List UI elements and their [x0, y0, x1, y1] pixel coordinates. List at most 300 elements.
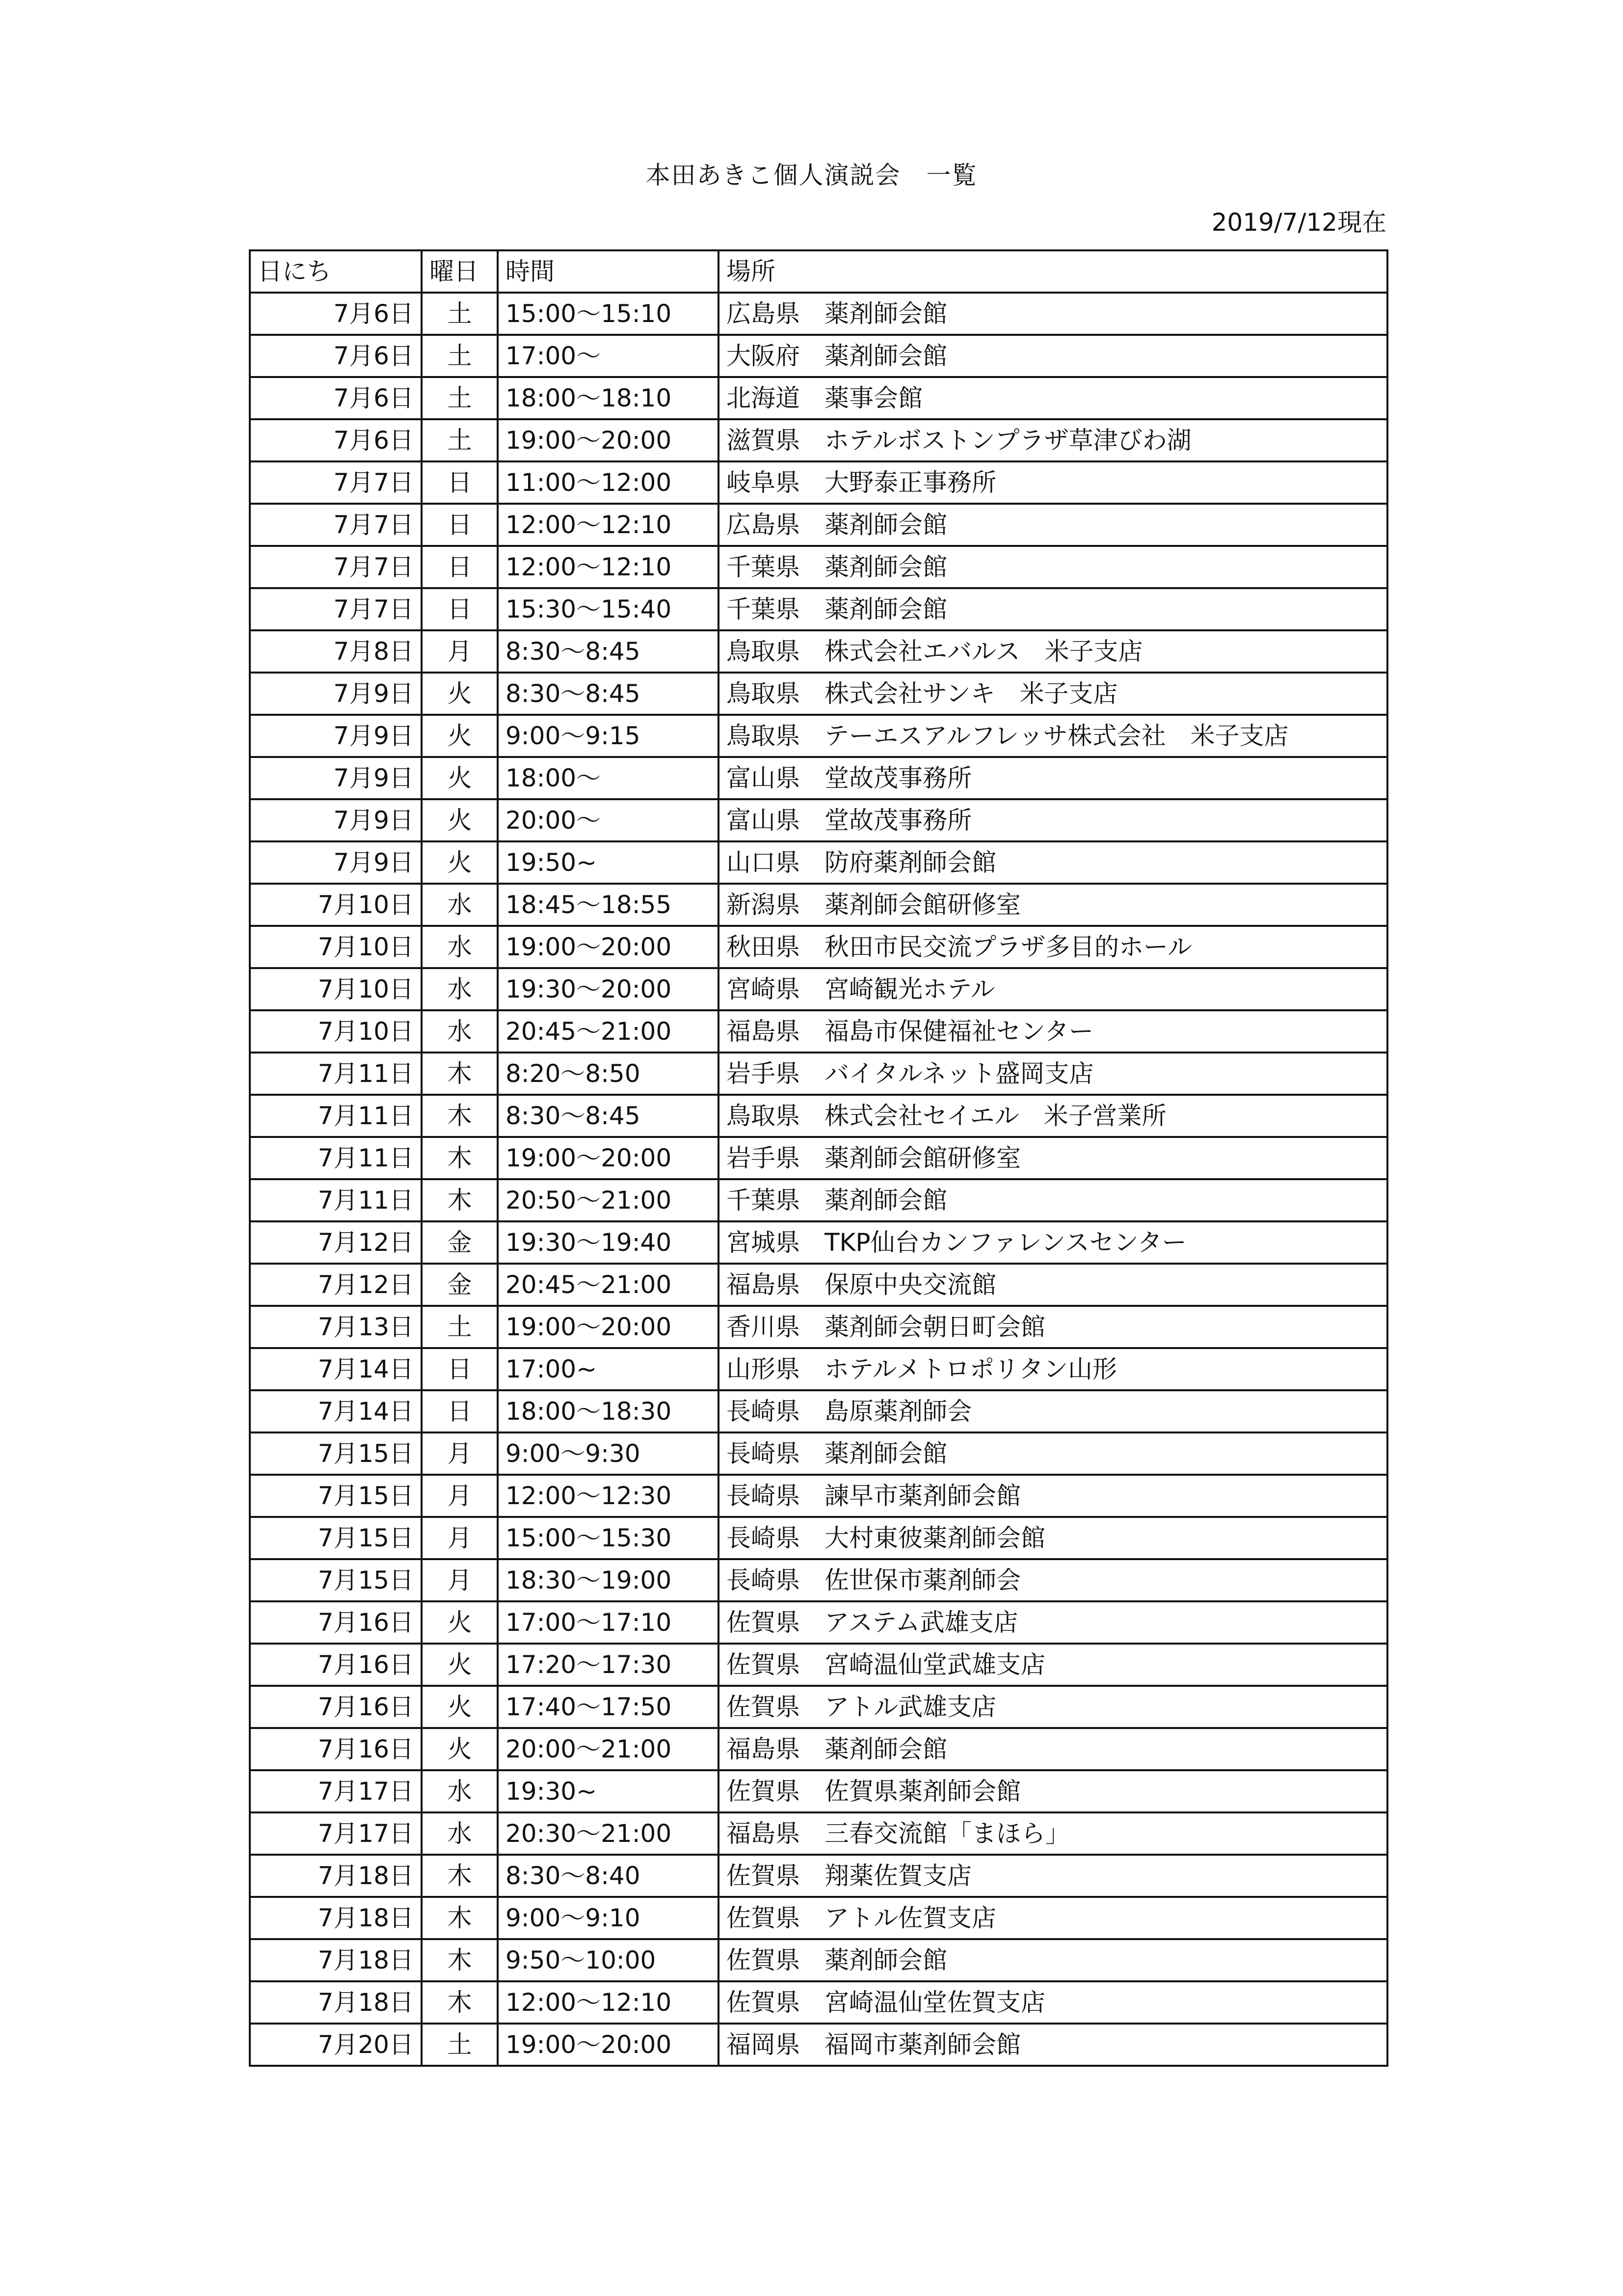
cell-time: 20:30～21:00: [498, 1812, 718, 1855]
cell-date: 7月7日: [250, 588, 422, 630]
cell-time: 8:30～8:45: [498, 673, 718, 715]
cell-dow: 水: [422, 1812, 498, 1855]
cell-date: 7月6日: [250, 377, 422, 419]
prefecture: 大阪府: [726, 342, 800, 370]
cell-dow: 日: [422, 461, 498, 504]
table-row: [250, 630, 1387, 673]
table-row: [250, 377, 1387, 419]
table-row: [250, 335, 1387, 377]
cell-place: [718, 1264, 1387, 1306]
cell-place: [718, 419, 1387, 461]
cell-time: 18:00～18:30: [498, 1390, 718, 1432]
table-row: [250, 1939, 1387, 1981]
header-date: 日にち: [250, 250, 422, 293]
venue: 薬剤師会館: [825, 342, 947, 370]
cell-date: 7月7日: [250, 504, 422, 546]
cell-date: 7月18日: [250, 1897, 422, 1939]
cell-date: 7月20日: [250, 2024, 422, 2066]
prefecture: 佐賀県: [726, 1862, 800, 1890]
cell-dow: 木: [422, 1897, 498, 1939]
cell-place: [718, 1221, 1387, 1264]
cell-date: 7月10日: [250, 884, 422, 926]
venue: 福岡市薬剤師会館: [825, 2030, 1021, 2059]
table-row: [250, 926, 1387, 968]
venue: 宮崎温仙堂佐賀支店: [825, 1988, 1045, 2017]
header-time: 時間: [498, 250, 718, 293]
cell-place: [718, 968, 1387, 1010]
prefecture: 岩手県: [726, 1059, 800, 1088]
cell-time: 19:30~: [498, 1770, 718, 1812]
venue: 薬剤師会館: [825, 1735, 947, 1763]
table-row: [250, 1053, 1387, 1095]
cell-dow: 日: [422, 546, 498, 588]
cell-dow: 火: [422, 841, 498, 884]
cell-time: 19:00～20:00: [498, 1306, 718, 1348]
prefecture: 山形県: [726, 1355, 800, 1383]
cell-dow: 火: [422, 673, 498, 715]
table-row: [250, 1264, 1387, 1306]
table-row: [250, 968, 1387, 1010]
prefecture: 岐阜県: [726, 468, 800, 497]
table-row: [250, 419, 1387, 461]
cell-date: 7月18日: [250, 1855, 422, 1897]
prefecture: 広島県: [726, 511, 800, 539]
venue: 島原薬剤師会: [825, 1397, 972, 1426]
cell-time: 20:50～21:00: [498, 1179, 718, 1221]
cell-dow: 月: [422, 630, 498, 673]
prefecture: 宮崎県: [726, 975, 800, 1003]
cell-place: [718, 1432, 1387, 1475]
cell-dow: 火: [422, 799, 498, 841]
prefecture: 新潟県: [726, 891, 800, 919]
venue: 大野泰正事務所: [825, 468, 996, 497]
venue: 株式会社エバルス 米子支店: [825, 637, 1143, 666]
table-row: [250, 1390, 1387, 1432]
cell-date: 7月17日: [250, 1770, 422, 1812]
cell-date: 7月13日: [250, 1306, 422, 1348]
venue: 薬剤師会館研修室: [825, 891, 1021, 919]
cell-dow: 土: [422, 293, 498, 335]
cell-time: 20:00～21:00: [498, 1728, 718, 1770]
venue: 秋田市民交流プラザ多目的ホール: [825, 933, 1192, 961]
cell-date: 7月15日: [250, 1559, 422, 1601]
cell-date: 7月10日: [250, 926, 422, 968]
cell-time: 17:00～17:10: [498, 1601, 718, 1644]
cell-date: 7月11日: [250, 1095, 422, 1137]
prefecture: 長崎県: [726, 1482, 800, 1510]
table-row: [250, 546, 1387, 588]
cell-dow: 木: [422, 1855, 498, 1897]
cell-dow: 木: [422, 1053, 498, 1095]
cell-date: 7月11日: [250, 1179, 422, 1221]
cell-date: 7月9日: [250, 799, 422, 841]
cell-place: [718, 799, 1387, 841]
table-row: [250, 1812, 1387, 1855]
table-row: [250, 1981, 1387, 2024]
prefecture: 佐賀県: [726, 1608, 800, 1637]
cell-date: 7月16日: [250, 1728, 422, 1770]
cell-dow: 月: [422, 1517, 498, 1559]
cell-date: 7月15日: [250, 1517, 422, 1559]
cell-place: [718, 841, 1387, 884]
cell-date: 7月6日: [250, 335, 422, 377]
cell-time: 9:50～10:00: [498, 1939, 718, 1981]
cell-date: 7月14日: [250, 1348, 422, 1390]
cell-place: [718, 1348, 1387, 1390]
cell-dow: 日: [422, 1348, 498, 1390]
table-row: [250, 1517, 1387, 1559]
cell-dow: 水: [422, 1770, 498, 1812]
cell-dow: 土: [422, 1306, 498, 1348]
cell-place: [718, 1897, 1387, 1939]
venue: 佐賀県薬剤師会館: [825, 1777, 1021, 1806]
cell-place: [718, 1939, 1387, 1981]
cell-time: 19:00～20:00: [498, 1137, 718, 1179]
cell-place: [718, 757, 1387, 799]
prefecture: 佐賀県: [726, 1904, 800, 1932]
cell-dow: 金: [422, 1221, 498, 1264]
venue: 薬剤師会館: [825, 595, 947, 623]
prefecture: 鳥取県: [726, 1102, 800, 1130]
venue: 薬剤師会館: [825, 511, 947, 539]
prefecture: 千葉県: [726, 595, 800, 623]
cell-date: 7月17日: [250, 1812, 422, 1855]
cell-dow: 日: [422, 1390, 498, 1432]
cell-time: 17:20～17:30: [498, 1644, 718, 1686]
cell-dow: 火: [422, 1686, 498, 1728]
cell-place: [718, 1812, 1387, 1855]
cell-place: [718, 2024, 1387, 2066]
table-row: [250, 588, 1387, 630]
prefecture: 佐賀県: [726, 1693, 800, 1721]
cell-dow: 水: [422, 926, 498, 968]
prefecture: 長崎県: [726, 1524, 800, 1552]
cell-time: 17:00～: [498, 335, 718, 377]
cell-dow: 月: [422, 1559, 498, 1601]
cell-place: [718, 335, 1387, 377]
venue: アトル佐賀支店: [825, 1904, 996, 1932]
venue: 保原中央交流館: [825, 1270, 996, 1299]
cell-place: [718, 1137, 1387, 1179]
cell-date: 7月15日: [250, 1475, 422, 1517]
cell-place: [718, 504, 1387, 546]
cell-place: [718, 715, 1387, 757]
table-row: [250, 1306, 1387, 1348]
cell-date: 7月9日: [250, 841, 422, 884]
venue: 薬剤師会館: [825, 1186, 947, 1215]
cell-time: 8:30～8:45: [498, 1095, 718, 1137]
cell-time: 18:00～: [498, 757, 718, 799]
cell-dow: 日: [422, 588, 498, 630]
table-row: [250, 1348, 1387, 1390]
prefecture: 長崎県: [726, 1439, 800, 1468]
cell-place: [718, 461, 1387, 504]
cell-time: 12:00～12:10: [498, 504, 718, 546]
table-row: [250, 461, 1387, 504]
cell-date: 7月7日: [250, 546, 422, 588]
table-row: [250, 715, 1387, 757]
prefecture: 佐賀県: [726, 1650, 800, 1679]
cell-date: 7月16日: [250, 1644, 422, 1686]
cell-time: 12:00～12:10: [498, 1981, 718, 2024]
cell-date: 7月10日: [250, 968, 422, 1010]
cell-date: 7月16日: [250, 1686, 422, 1728]
prefecture: 宮城県: [726, 1228, 800, 1257]
cell-place: [718, 926, 1387, 968]
cell-place: [718, 1390, 1387, 1432]
cell-time: 17:40～17:50: [498, 1686, 718, 1728]
header-dow: 曜日: [422, 250, 498, 293]
prefecture: 千葉県: [726, 553, 800, 581]
table-row: [250, 1686, 1387, 1728]
cell-time: 19:30～20:00: [498, 968, 718, 1010]
table-row: [250, 1644, 1387, 1686]
cell-time: 9:00～9:10: [498, 1897, 718, 1939]
prefecture: 佐賀県: [726, 1946, 800, 1974]
as-of-date: 2019/7/12現在: [1211, 208, 1386, 237]
venue: 宮崎観光ホテル: [825, 975, 995, 1003]
venue: 薬剤師会館: [825, 299, 947, 328]
cell-date: 7月11日: [250, 1137, 422, 1179]
cell-dow: 木: [422, 1137, 498, 1179]
cell-time: 20:45～21:00: [498, 1010, 718, 1053]
header-place: 場所: [718, 250, 1387, 293]
prefecture: 鳥取県: [726, 637, 800, 666]
cell-time: 20:00～: [498, 799, 718, 841]
cell-place: [718, 1601, 1387, 1644]
venue: TKP仙台カンファレンスセンター: [825, 1228, 1187, 1257]
prefecture: 鳥取県: [726, 679, 800, 708]
table-row: [250, 293, 1387, 335]
cell-time: 20:45～21:00: [498, 1264, 718, 1306]
cell-place: [718, 1644, 1387, 1686]
venue: 諫早市薬剤師会館: [825, 1482, 1021, 1510]
prefecture: 山口県: [726, 848, 800, 877]
cell-place: [718, 1770, 1387, 1812]
venue: 堂故茂事務所: [825, 806, 972, 835]
cell-place: [718, 1559, 1387, 1601]
prefecture: 秋田県: [726, 933, 800, 961]
cell-dow: 日: [422, 504, 498, 546]
venue: 薬剤師会朝日町会館: [825, 1313, 1045, 1341]
cell-place: [718, 1981, 1387, 2024]
table-row: [250, 1221, 1387, 1264]
cell-dow: 火: [422, 715, 498, 757]
table-row: [250, 1728, 1387, 1770]
cell-date: 7月8日: [250, 630, 422, 673]
table-row: [250, 757, 1387, 799]
cell-place: [718, 1517, 1387, 1559]
venue: 薬事会館: [825, 384, 923, 412]
table-row: [250, 1095, 1387, 1137]
cell-dow: 水: [422, 884, 498, 926]
cell-dow: 火: [422, 1728, 498, 1770]
prefecture: 佐賀県: [726, 1777, 800, 1806]
cell-time: 8:30～8:45: [498, 630, 718, 673]
cell-time: 18:45～18:55: [498, 884, 718, 926]
venue: 株式会社サンキ 米子支店: [825, 679, 1118, 708]
cell-time: 19:00～20:00: [498, 2024, 718, 2066]
prefecture: 富山県: [726, 764, 800, 792]
cell-place: [718, 1306, 1387, 1348]
cell-dow: 木: [422, 1981, 498, 2024]
venue: 堂故茂事務所: [825, 764, 972, 792]
cell-date: 7月14日: [250, 1390, 422, 1432]
cell-dow: 月: [422, 1432, 498, 1475]
prefecture: 千葉県: [726, 1186, 800, 1215]
cell-place: [718, 1179, 1387, 1221]
cell-date: 7月9日: [250, 673, 422, 715]
prefecture: 岩手県: [726, 1144, 800, 1172]
venue: 三春交流館「まほら」: [825, 1819, 1070, 1848]
cell-time: 18:30～19:00: [498, 1559, 718, 1601]
cell-dow: 土: [422, 377, 498, 419]
table-row: [250, 504, 1387, 546]
cell-dow: 土: [422, 2024, 498, 2066]
cell-dow: 木: [422, 1095, 498, 1137]
cell-time: 11:00～12:00: [498, 461, 718, 504]
prefecture: 福島県: [726, 1819, 800, 1848]
cell-place: [718, 293, 1387, 335]
prefecture: 佐賀県: [726, 1988, 800, 2017]
table-header-row: [250, 250, 1387, 293]
cell-date: 7月6日: [250, 419, 422, 461]
cell-time: 15:00～15:30: [498, 1517, 718, 1559]
prefecture: 福島県: [726, 1017, 800, 1046]
table-row: [250, 1897, 1387, 1939]
cell-place: [718, 1686, 1387, 1728]
prefecture: 長崎県: [726, 1397, 800, 1426]
cell-place: [718, 1475, 1387, 1517]
venue: アステム武雄支店: [825, 1608, 1018, 1637]
cell-dow: 月: [422, 1475, 498, 1517]
prefecture: 長崎県: [726, 1566, 800, 1594]
cell-date: 7月12日: [250, 1221, 422, 1264]
table-row: [250, 884, 1387, 926]
cell-time: 9:00～9:30: [498, 1432, 718, 1475]
cell-time: 12:00～12:30: [498, 1475, 718, 1517]
cell-place: [718, 1728, 1387, 1770]
cell-place: [718, 588, 1387, 630]
cell-place: [718, 1095, 1387, 1137]
cell-dow: 火: [422, 757, 498, 799]
cell-place: [718, 1010, 1387, 1053]
venue: バイタルネット盛岡支店: [825, 1059, 1094, 1088]
cell-time: 9:00～9:15: [498, 715, 718, 757]
table-row: [250, 1432, 1387, 1475]
table-row: [250, 1137, 1387, 1179]
cell-place: [718, 1053, 1387, 1095]
venue: 福島市保健福祉センター: [825, 1017, 1093, 1046]
table-row: [250, 1559, 1387, 1601]
cell-date: 7月12日: [250, 1264, 422, 1306]
table-row: [250, 1855, 1387, 1897]
venue: 大村東彼薬剤師会館: [825, 1524, 1045, 1552]
cell-dow: 土: [422, 419, 498, 461]
cell-date: 7月7日: [250, 461, 422, 504]
cell-dow: 火: [422, 1601, 498, 1644]
table-row: [250, 1179, 1387, 1221]
cell-date: 7月11日: [250, 1053, 422, 1095]
cell-place: [718, 377, 1387, 419]
cell-date: 7月18日: [250, 1981, 422, 2024]
prefecture: 鳥取県: [726, 722, 800, 750]
table-row: [250, 799, 1387, 841]
cell-date: 7月9日: [250, 757, 422, 799]
cell-date: 7月16日: [250, 1601, 422, 1644]
cell-dow: 水: [422, 968, 498, 1010]
venue: アトル武雄支店: [825, 1693, 996, 1721]
cell-time: 12:00～12:10: [498, 546, 718, 588]
cell-dow: 水: [422, 1010, 498, 1053]
table-row: [250, 841, 1387, 884]
cell-place: [718, 884, 1387, 926]
cell-time: 15:30～15:40: [498, 588, 718, 630]
prefecture: 北海道: [726, 384, 800, 412]
venue: 佐世保市薬剤師会: [825, 1566, 1021, 1594]
venue: 宮崎温仙堂武雄支店: [825, 1650, 1045, 1679]
venue: ホテルボストンプラザ草津びわ湖: [825, 426, 1192, 455]
table-row: [250, 1010, 1387, 1053]
cell-date: 7月15日: [250, 1432, 422, 1475]
cell-place: [718, 546, 1387, 588]
cell-time: 18:00～18:10: [498, 377, 718, 419]
cell-time: 17:00~: [498, 1348, 718, 1390]
cell-dow: 木: [422, 1179, 498, 1221]
cell-time: 8:30～8:40: [498, 1855, 718, 1897]
prefecture: 香川県: [726, 1313, 800, 1341]
cell-place: [718, 630, 1387, 673]
cell-time: 15:00～15:10: [498, 293, 718, 335]
venue: テーエスアルフレッサ株式会社 米子支店: [825, 722, 1289, 750]
prefecture: 福島県: [726, 1270, 800, 1299]
table-row: [250, 2024, 1387, 2066]
cell-date: 7月9日: [250, 715, 422, 757]
venue: 翔薬佐賀支店: [825, 1862, 972, 1890]
venue: 株式会社セイエル 米子営業所: [825, 1102, 1167, 1130]
schedule-table: [249, 249, 1388, 2067]
document-title: 本田あきこ個人演説会 一覧: [645, 161, 978, 189]
venue: 薬剤師会館: [825, 1946, 947, 1974]
cell-dow: 火: [422, 1644, 498, 1686]
cell-dow: 木: [422, 1939, 498, 1981]
cell-date: 7月10日: [250, 1010, 422, 1053]
prefecture: 福島県: [726, 1735, 800, 1763]
prefecture: 滋賀県: [726, 426, 800, 455]
table-row: [250, 1475, 1387, 1517]
cell-time: 8:20～8:50: [498, 1053, 718, 1095]
cell-date: 7月18日: [250, 1939, 422, 1981]
cell-time: 19:00～20:00: [498, 419, 718, 461]
cell-date: 7月6日: [250, 293, 422, 335]
prefecture: 広島県: [726, 299, 800, 328]
venue: 薬剤師会館: [825, 553, 947, 581]
cell-place: [718, 673, 1387, 715]
cell-place: [718, 1855, 1387, 1897]
cell-time: 19:00～20:00: [498, 926, 718, 968]
table-row: [250, 1601, 1387, 1644]
table-row: [250, 1770, 1387, 1812]
venue: 薬剤師会館: [825, 1439, 947, 1468]
cell-time: 19:30～19:40: [498, 1221, 718, 1264]
venue: ホテルメトロポリタン山形: [825, 1355, 1117, 1383]
cell-time: 19:50~: [498, 841, 718, 884]
prefecture: 福岡県: [726, 2030, 800, 2059]
venue: 薬剤師会館研修室: [825, 1144, 1021, 1172]
cell-dow: 金: [422, 1264, 498, 1306]
table-row: [250, 673, 1387, 715]
prefecture: 富山県: [726, 806, 800, 835]
